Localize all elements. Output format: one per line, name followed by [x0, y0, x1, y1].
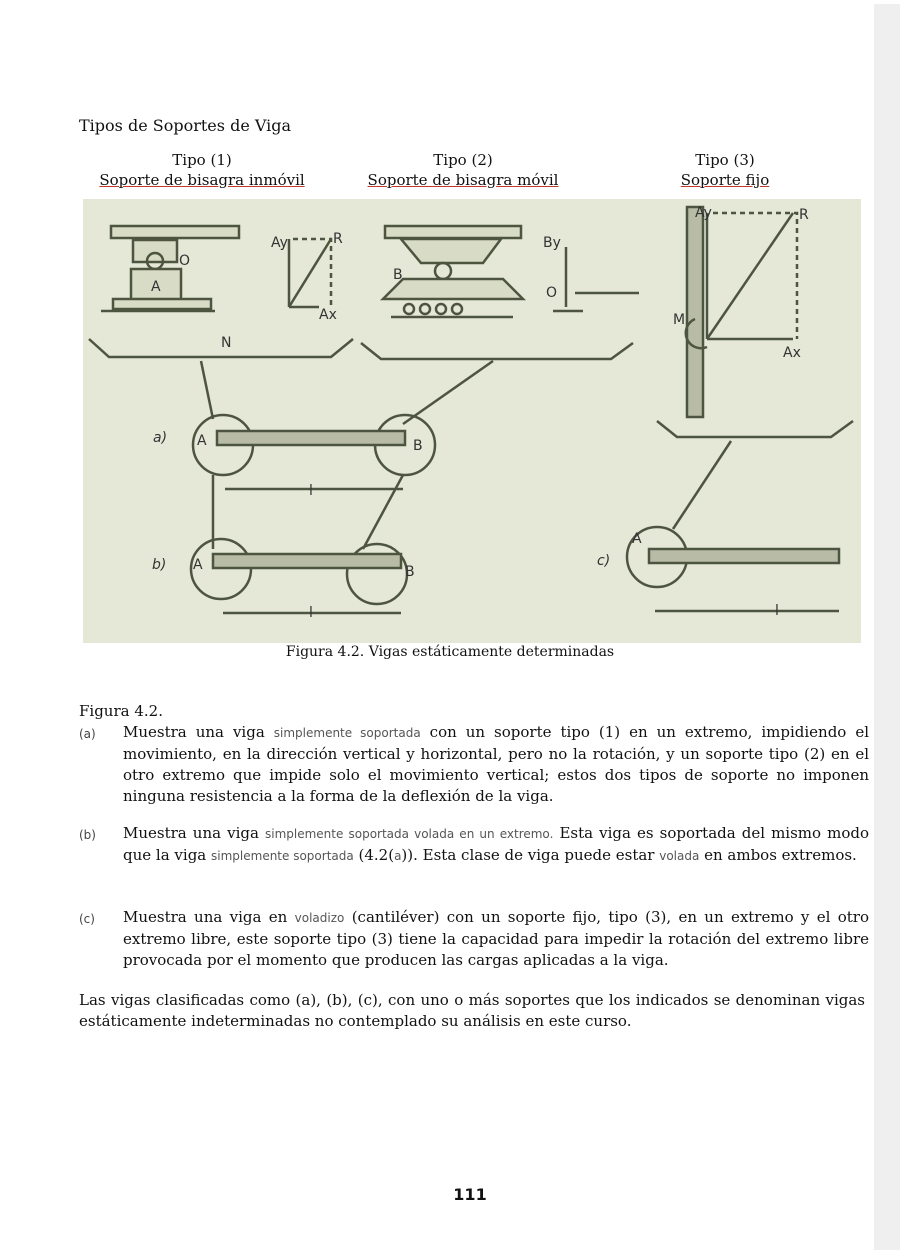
figure-heading: Figura 4.2.	[79, 702, 163, 720]
item-text: Esta viga es soportada del mismo modo que la viga	[123, 824, 869, 864]
label-hinge-o: O	[179, 253, 191, 269]
beam-b	[213, 554, 401, 568]
item-text: Muestra una viga en	[123, 908, 295, 926]
label-ax-3: Ax	[783, 345, 801, 361]
list-item	[79, 823, 869, 867]
label-support-b-2: B	[405, 564, 415, 580]
list-item	[79, 722, 869, 807]
support-type-name: Soporte fijo	[680, 171, 770, 189]
label-r: R	[333, 231, 343, 247]
beam-end-1	[111, 226, 239, 238]
item-text: en ambos extremos.	[699, 846, 857, 864]
beam-a	[217, 431, 405, 445]
item-text: (4.2(	[353, 846, 395, 864]
item-term: volada	[659, 849, 700, 863]
support-type-label: Tipo (2)	[433, 151, 493, 169]
item-term: simplemente soportada	[211, 849, 354, 863]
item-text: Muestra una viga	[123, 723, 274, 741]
support-type-1	[94, 150, 310, 190]
label-m: M	[673, 312, 686, 328]
label-n: N	[221, 335, 232, 351]
support-type-2	[360, 150, 566, 190]
item-term: simplemente soportada	[273, 726, 421, 740]
fixed-wall	[687, 207, 703, 417]
item-term: a	[394, 849, 402, 863]
item-text: )). Esta clase de viga puede estar	[401, 846, 660, 864]
beam-end-2	[385, 226, 521, 238]
item-marker: (c)	[79, 912, 95, 926]
label-support-b: B	[413, 438, 423, 454]
closing-paragraph: Las vigas clasificadas como (a), (b), (c), con uno o más soportes que los indicados se denominan vigas estáticamente indeterminadas no contemplado su análisis en este curso.	[79, 991, 865, 1030]
label-hinge-a: A	[151, 279, 161, 295]
label-ax: Ax	[319, 307, 337, 323]
label-roller-o: O	[546, 285, 558, 301]
label-b: b)	[152, 557, 167, 573]
item-text: (cantiléver) con un soporte fijo, tipo (3), en un extremo y el otro extremo libre, este soporte tipo (3) tiene la capacidad para impedir la rotación del extremo libre provocada por el momento que producen las cargas aplicadas a la viga.	[123, 908, 869, 969]
label-by: By	[543, 235, 561, 251]
support-type-label: Tipo (1)	[172, 151, 232, 169]
support-type-label: Tipo (3)	[695, 151, 755, 169]
label-span-c: l	[775, 603, 779, 619]
support-type-name: Soporte de bisagra móvil	[367, 171, 559, 189]
label-hinge-b: B	[393, 267, 403, 283]
label-span-b: l	[309, 605, 313, 621]
label-ay: Ay	[271, 235, 288, 251]
item-marker: (b)	[79, 828, 96, 842]
label-r-3: R	[799, 207, 809, 223]
beam-diagram	[83, 199, 861, 643]
support-type-3	[665, 150, 785, 190]
scrollbar[interactable]	[874, 4, 900, 1250]
label-a: a)	[153, 430, 168, 446]
item-text: Muestra una viga	[123, 824, 265, 842]
figure-caption: Figura 4.2. Vigas estáticamente determinadas	[285, 644, 615, 660]
label-support-a-3: A	[632, 531, 642, 547]
label-ay-3: Ay	[695, 205, 712, 221]
beam-support-figure	[83, 199, 861, 643]
list-item	[79, 907, 869, 971]
item-marker: (a)	[79, 727, 96, 741]
label-span-a: l	[309, 483, 313, 499]
item-term: voladizo	[294, 911, 345, 925]
label-support-a-2: A	[193, 557, 203, 573]
item-term: simplemente soportada volada en un extremo.	[265, 827, 554, 841]
item-text: con un soporte tipo (1) en un extremo, impidiendo el movimiento, en la dirección vertical y horizontal, pero no la rotación, y un soporte tipo (2) en el otro extremo que impide solo el movimiento vertical; estos dos tipos de soporte no imponen ninguna resistencia a la forma de la deflexión de la viga.	[123, 723, 869, 805]
support-type-name: Soporte de bisagra inmóvil	[99, 171, 305, 189]
label-c: c)	[597, 553, 611, 569]
label-support-a: A	[197, 433, 207, 449]
beam-c	[649, 549, 839, 563]
section-title: Tipos de Soportes de Viga	[79, 116, 292, 135]
page-number: 111	[453, 1185, 487, 1204]
